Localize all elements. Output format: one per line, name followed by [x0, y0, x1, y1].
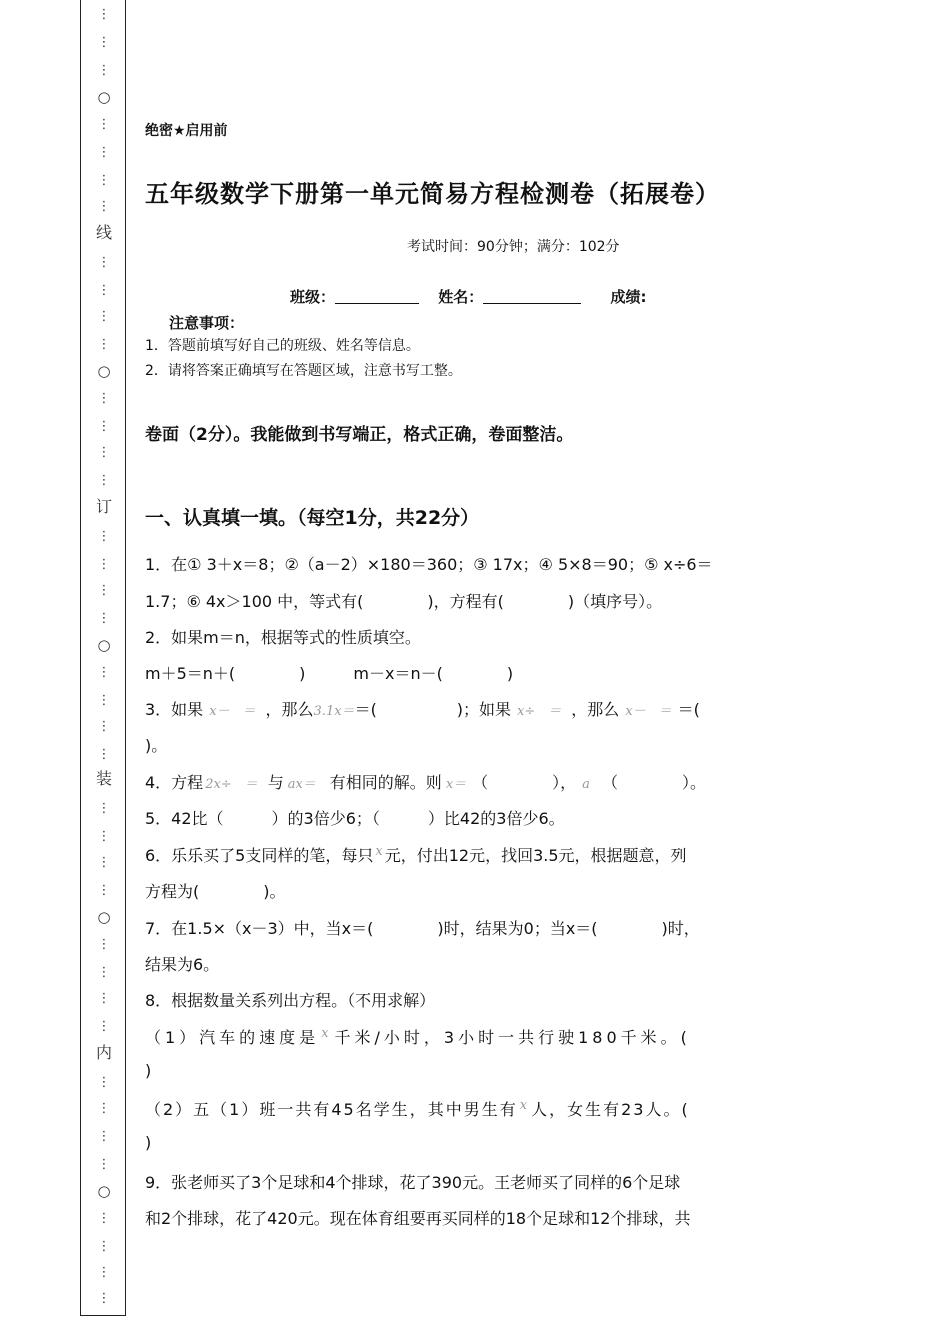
dots-28: ⋮ [97, 937, 111, 952]
q4-math-b: ax＝ [287, 777, 316, 792]
dots-21: ⋮ [97, 693, 111, 708]
dots-10: ⋮ [97, 309, 111, 324]
question-7-line-2: 结果为6。 [145, 955, 220, 974]
question-8: 8．根据数量关系列出方程。（不用求解） [145, 991, 436, 1010]
question-8-2-end: ) [145, 1133, 152, 1152]
class-label: 班级： [290, 288, 336, 306]
char-zhuang: 装 [95, 769, 112, 788]
question-3 [145, 697, 700, 720]
dots-17: ⋮ [97, 557, 111, 572]
char-nei: 内 [95, 1043, 112, 1062]
q3-text-e: ＝( [677, 700, 700, 719]
q4-math-c: x＝ [445, 777, 467, 792]
q3-math-c: x÷ ＝ [517, 704, 562, 719]
question-9-line-1: 9．张老师买了3个足球和4个排球，花了390元。王老师买了同样的6个足球 [145, 1173, 681, 1192]
q3-math-d: x－ ＝ [625, 704, 672, 719]
note-item: 1．答题前填写好自己的班级、姓名等信息。 [145, 338, 420, 354]
question-8-2 [145, 1097, 690, 1120]
neatness-statement: 卷面（2分）。我能做到书写端正，格式正确，卷面整洁。 [145, 425, 574, 445]
q4-text-d: （ ）， [472, 773, 577, 792]
q8-1-text-a: （1）汽车的速度是 [145, 1028, 320, 1047]
char-xian: 线 [95, 223, 112, 242]
q4-text-a: 4．方程 [145, 773, 204, 792]
q8-1-var-x: x [321, 1026, 333, 1041]
dots-18: ⋮ [97, 583, 111, 598]
dots-38: ⋮ [97, 1265, 111, 1280]
question-8-1-end: ) [145, 1061, 152, 1080]
q4-math-d: a [582, 777, 590, 792]
q3-math-b: 3.1x＝ [313, 704, 355, 719]
q3-text-c: ＝( )；如果 [354, 700, 512, 719]
name-label: 姓名： [438, 288, 484, 306]
circle-mark-4: ○ [97, 908, 111, 926]
circle-mark-2: ○ [97, 362, 111, 380]
page-title: 五年级数学下册第一单元简易方程检测卷（拓展卷） [145, 180, 720, 208]
dots-12: ⋮ [97, 391, 111, 406]
dots-29: ⋮ [97, 965, 111, 980]
q3-text-d: ，那么 [571, 700, 620, 719]
dots-34: ⋮ [97, 1129, 111, 1144]
question-1-line-1: 1．在① 3＋x＝8；②（a－2）×180＝360；③ 17x；④ 5×8＝90；⑤ x÷6＝ [145, 555, 713, 574]
dots-39: ⋮ [97, 1291, 111, 1306]
q8-2-text-b: 人，女生有23人。( [531, 1100, 690, 1119]
q4-text-b: 与 [267, 773, 284, 792]
q6-text-a: 6．乐乐买了5支同样的笔，每只 [145, 846, 374, 865]
question-6-line-1 [145, 843, 687, 866]
q3-text-a: 3．如果 [145, 700, 204, 719]
question-2-blanks: m＋5＝n＋( ) m－x＝n－( ) [145, 664, 514, 683]
question-5: 5．42比（ ）的3倍少6；（ ）比42的3倍少6。 [145, 809, 565, 828]
dots-30: ⋮ [97, 991, 111, 1006]
dots-37: ⋮ [97, 1239, 111, 1254]
dots-33: ⋮ [97, 1101, 111, 1116]
circle-mark-1: ○ [97, 88, 111, 106]
dots-6: ⋮ [97, 173, 111, 188]
dots-16: ⋮ [97, 529, 111, 544]
dots-36: ⋮ [97, 1211, 111, 1226]
q8-2-var-x: x [519, 1098, 530, 1113]
secret-label: 绝密★启用前 [145, 123, 228, 139]
circle-mark-5: ○ [97, 1182, 111, 1200]
student-info-row [290, 286, 647, 307]
q6-text-b: 元，付出12元，找回3.5元，根据题意，列 [384, 846, 687, 865]
binding-margin [80, 0, 126, 1316]
q3-math-a: x－ ＝ [209, 704, 256, 719]
dots-20: ⋮ [97, 665, 111, 680]
q4-text-e: （ ）。 [601, 773, 706, 792]
dots-32: ⋮ [97, 1075, 111, 1090]
question-2: 2．如果m＝n，根据等式的性质填空。 [145, 628, 421, 647]
q8-2-text-a: （2）五（1）班一共有45名学生，其中男生有 [145, 1100, 518, 1119]
dots-9: ⋮ [97, 283, 111, 298]
dots-14: ⋮ [97, 445, 111, 460]
dots-7: ⋮ [97, 199, 111, 214]
dots-13: ⋮ [97, 419, 111, 434]
question-1-line-2: 1.7；⑥ 4x＞100 中，等式有( )，方程有( )（填序号）。 [145, 592, 663, 611]
q6-var-x: x [375, 844, 383, 859]
question-3-end: )。 [145, 736, 168, 755]
dots-8: ⋮ [97, 255, 111, 270]
question-9-line-2: 和2个排球，花了420元。现在体育组要再买同样的18个足球和12个排球，共 [145, 1209, 691, 1228]
dots-4: ⋮ [97, 117, 111, 132]
dots-23: ⋮ [97, 747, 111, 762]
question-7-line-1: 7．在1.5×（x－3）中，当x＝( )时，结果为0；当x＝( )时， [145, 919, 700, 938]
char-ding: 订 [95, 497, 112, 516]
dots-22: ⋮ [97, 719, 111, 734]
question-8-1 [145, 1025, 691, 1048]
note-item: 2．请将答案正确填写在答题区域，注意书写工整。 [145, 363, 462, 379]
dots-2: ⋮ [97, 35, 111, 50]
q8-1-text-b: 千米/小时，3小时一共行驶180千米。( [334, 1028, 691, 1047]
circle-mark-3: ○ [97, 636, 111, 654]
question-4 [145, 770, 706, 793]
name-field[interactable] [483, 289, 581, 304]
q4-math-a: 2x÷ ＝ [205, 777, 258, 792]
dots-24: ⋮ [97, 801, 111, 816]
notes-title: 注意事项： [169, 314, 245, 332]
dots-5: ⋮ [97, 145, 111, 160]
dots-11: ⋮ [97, 337, 111, 352]
dots-19: ⋮ [97, 611, 111, 626]
dots-35: ⋮ [97, 1157, 111, 1172]
q3-text-b: ，那么 [265, 700, 314, 719]
dots-3: ⋮ [97, 63, 111, 78]
q4-text-c: 有相同的解。则 [329, 773, 442, 792]
dots-25: ⋮ [97, 829, 111, 844]
score-label: 成绩: [610, 288, 647, 306]
section-heading: 一、认真填一填。（每空1分，共22分） [145, 507, 480, 529]
dots-27: ⋮ [97, 883, 111, 898]
exam-info: 考试时间：90分钟；满分：102分 [407, 239, 620, 255]
question-6-line-2: 方程为( )。 [145, 882, 286, 901]
class-field[interactable] [335, 289, 419, 304]
dots-1: ⋮ [97, 7, 111, 22]
dots-31: ⋮ [97, 1019, 111, 1034]
dots-15: ⋮ [97, 473, 111, 488]
dots-26: ⋮ [97, 855, 111, 870]
